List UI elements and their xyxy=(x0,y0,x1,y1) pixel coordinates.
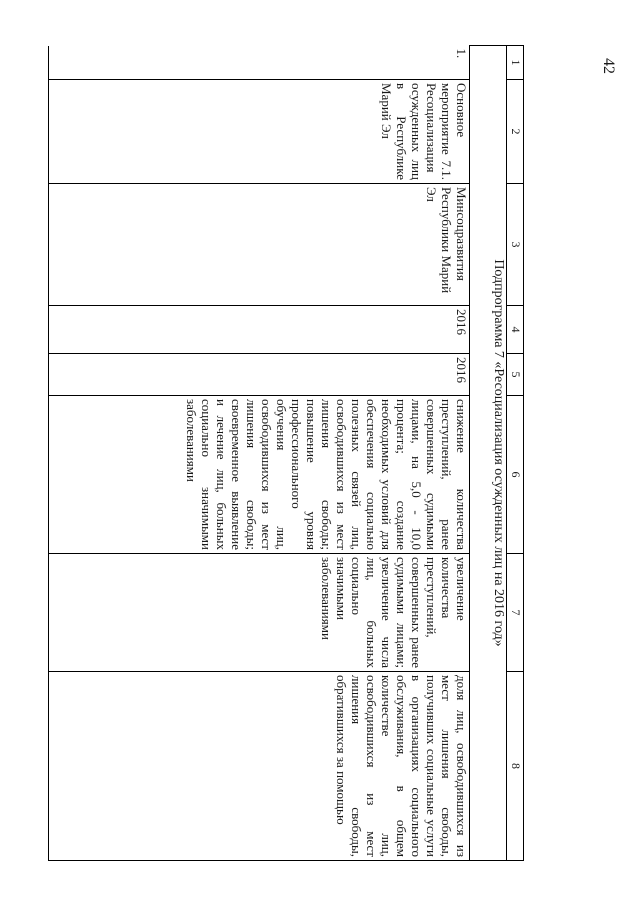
column-header-1: 1 xyxy=(507,46,524,80)
program-indicator: доля лиц, освободившихся из мест лишения свободы, получивших социальные услуги в организациях социального обслуживания, в общем количестве лиц, освободившихся из мест лишения свободы, обратившихся за помощью xyxy=(49,672,470,861)
column-header-8: 8 xyxy=(507,672,524,861)
non-implementation-consequences: увеличение количества преступлений, совершенных ранее судимыми лицами; увеличение числа лиц, больных социально значимыми заболеваниями xyxy=(49,554,470,672)
table-row xyxy=(49,46,470,861)
end-year: 2016 xyxy=(49,354,470,396)
column-header-7: 7 xyxy=(507,554,524,672)
column-header-2: 2 xyxy=(507,80,524,184)
event-name: Основное мероприятие 7.1. Ресоциализация осужденных лиц в Республике Марий Эл xyxy=(49,80,470,184)
column-header-6: 6 xyxy=(507,396,524,554)
start-year: 2016 xyxy=(49,306,470,354)
row-number: 1. xyxy=(49,46,470,80)
expected-result: снижение количества преступлений, ранее совершенных судимыми лицами, на 5,0 - 10,0 процента; создание необходимых условий для обеспечения социально полезных связей лиц, освободившихся из мест лишения свободы; повышение уровня профессионального обучения лиц, освободившихся из мест лишения свободы; своевременное выявление и лечение лиц, больных социально значимыми заболеваниями xyxy=(49,396,470,554)
executor: Минсоцразвития Республики Марий Эл xyxy=(49,184,470,306)
subprogram-title-row xyxy=(470,46,507,861)
column-header-4: 4 xyxy=(507,306,524,354)
column-header-3: 3 xyxy=(507,184,524,306)
table-header-row xyxy=(507,46,524,861)
subprogram-title: Подпрограмма 7 «Ресоциализация осужденных лиц на 2016 год» xyxy=(470,46,507,861)
program-table xyxy=(48,45,524,861)
page-number: 42 xyxy=(600,58,617,74)
column-header-5: 5 xyxy=(507,354,524,396)
program-table-container xyxy=(34,45,524,860)
